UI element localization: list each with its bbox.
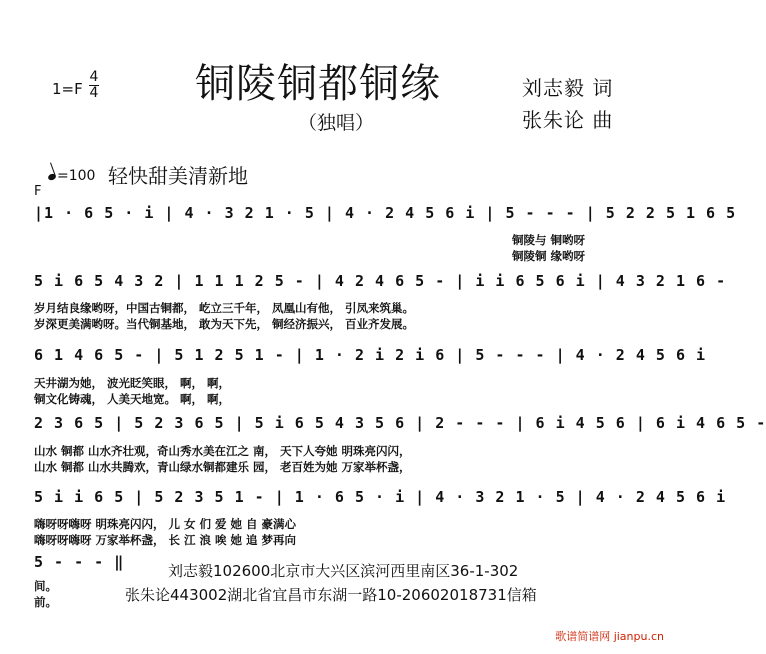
score-row-6: 5 - - - ‖ [34, 553, 125, 571]
score-row-1: |1 · 6 5 · i | 4 · 3 2 1 · 5 | 4 · 2 4 5 6 i | 5 - - - | 5 2 2 5 1 6 5 [34, 204, 737, 222]
time-signature [88, 70, 100, 101]
lyrics-row-1-verse-2: 铜陵铜 缘哟呀 [512, 249, 586, 263]
lyrics-row-3-verse-2: 铜文化铸魂， 人美天地宽。 啊， 啊， [34, 392, 231, 406]
lyrics-row-5-verse-1: 嗨呀呀嗨呀 明珠亮闪闪， 儿 女 们 爱 她 自 豪满心 [34, 517, 297, 531]
lyrics-row-5-verse-2: 嗨呀呀嗨呀 万家举杯盏， 长 江 浪 唉 她 追 梦再向 [34, 533, 297, 547]
lyrics-row-2-verse-1: 岁月结良缘哟呀，中国古铜都， 屹立三千年， 凤凰山有他， 引凤来筑巢。 [34, 301, 415, 315]
lyrics-row-6-verse-1: 间。 [34, 579, 57, 593]
lyrics-row-2-verse-2: 岁深更美满哟呀。当代铜基地， 敢为天下先， 铜经济振兴， 百业齐发展。 [34, 317, 415, 331]
composer-address: 张朱论443002湖北省宜昌市东湖一路10-20602018731信箱 [125, 586, 537, 604]
lyricist-credit: 刘志毅 词 [522, 76, 614, 100]
quarter-note-icon [47, 173, 57, 181]
lyrics-row-3-verse-1: 天井湖为她， 波光眨笑眼， 啊， 啊， [34, 376, 231, 390]
score-row-4: 2 3 6 5 | 5 2 3 6 5 | 5 i 6 5 4 3 5 6 | 2 - - - | 6 i 4 5 6 | 6 i 4 6 5 - [34, 414, 766, 432]
lyrics-row-4-verse-2: 山水 铜都 山水共腾欢，青山绿水铜都建乐 园， 老百姓为她 万家举杯盏， [34, 460, 411, 474]
score-row-3: 6 1 4 6 5 - | 5 1 2 5 1 - | 1 · 2 i 2 i 6 | 5 - - - | 4 · 2 4 5 6 i [34, 346, 707, 364]
score-row-2: 5 i 6 5 4 3 2 | 1 1 1 2 5 - | 4 2 4 6 5 - | i i 6 5 6 i | 4 3 2 1 6 - [34, 272, 727, 290]
dynamics-mark: F [34, 184, 42, 199]
meter-bottom: 4 [89, 85, 99, 101]
lyricist-address: 刘志毅102600北京市大兴区滨河西里南区36-1-302 [168, 562, 519, 580]
lyrics-row-6-verse-2: 前。 [34, 595, 57, 609]
lyrics-row-1-verse-1: 铜陵与 铜哟呀 [512, 233, 586, 247]
lyrics-row-4-verse-1: 山水 铜都 山水齐壮观，奇山秀水美在江之 南， 天下人夸她 明珠亮闪闪， [34, 444, 411, 458]
tempo-marking [48, 168, 95, 184]
meter-top: 4 [89, 69, 99, 85]
score-row-5: 5 i i 6 5 | 5 2 3 5 1 - | 1 · 6 5 · i | 4 · 3 2 1 · 5 | 4 · 2 4 5 6 i [34, 488, 727, 506]
song-subtitle: （独唱） [298, 112, 375, 134]
composer-credit: 张朱论 曲 [522, 108, 614, 132]
expression-marking: 轻快甜美清新地 [108, 164, 248, 188]
song-title: 铜陵铜都铜缘 [195, 61, 441, 107]
key-signature: 1=F [52, 80, 83, 98]
tempo-value: =100 [57, 168, 96, 184]
site-watermark: 歌谱简谱网 jianpu.cn [555, 630, 664, 643]
